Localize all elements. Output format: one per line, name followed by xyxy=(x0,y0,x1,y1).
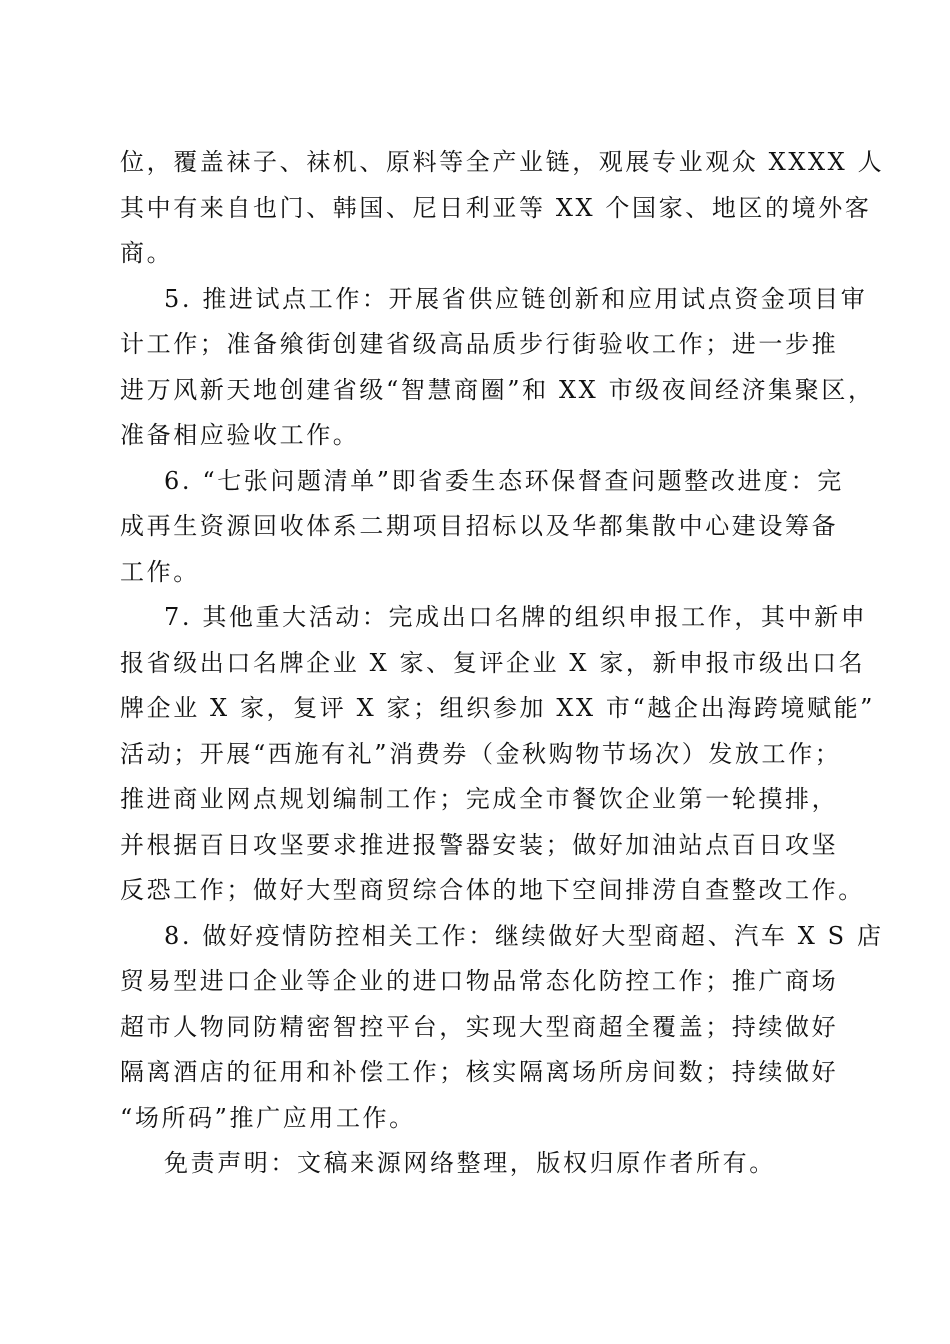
disclaimer xyxy=(120,1141,832,1187)
text-line: 8. 做好疫情防控相关工作：继续做好大型商超、汽车 X S 店 xyxy=(164,921,884,950)
text-line: 推进商业网点规划编制工作；完成全市餐饮企业第一轮摸排， xyxy=(120,785,839,813)
text-line: “场所码”推广应用工作。 xyxy=(120,1103,416,1132)
text-line: 商。 xyxy=(120,239,174,267)
text-line: 准备相应验收工作。 xyxy=(120,421,360,449)
paragraph-item-6 xyxy=(120,459,844,596)
paragraph-item-7 xyxy=(120,595,876,914)
text-line: 报省级出口名牌企业 X 家、复评企业 X 家，新申报市级出口名 xyxy=(120,648,866,677)
text-line: 进万风新天地创建省级“智慧商圈”和 XX 市级夜间经济集聚区， xyxy=(120,375,875,404)
text-line: 5. 推进试点工作：开展省供应链创新和应用试点资金项目审 xyxy=(164,284,868,313)
text-line: 并根据百日攻坚要求推进报警器安装；做好加油站点百日攻坚 xyxy=(120,830,839,859)
paragraph-item-8 xyxy=(120,914,884,1142)
paragraph-item-5 xyxy=(120,277,875,459)
text-line: 活动；开展“西施有礼”消费券（金秋购物节场次）发放工作； xyxy=(120,739,842,768)
text-line: 6. “七张问题清单”即省委生态环保督查问题整改进度：完 xyxy=(164,466,844,495)
text-line: 位，覆盖袜子、袜机、原料等全产业链，观展专业观众 XXXX 人 xyxy=(120,148,885,176)
text-line: 反恐工作；做好大型商贸综合体的地下空间排涝自查整改工作。 xyxy=(120,876,865,904)
text-line: 计工作；准备飨街创建省级高品质步行街验收工作；进一步推 xyxy=(120,330,839,358)
text-line: 7. 其他重大活动：完成出口名牌的组织申报工作，其中新申 xyxy=(164,603,868,631)
disclaimer-text: 免责声明：文稿来源网络整理，版权归原作者所有。 xyxy=(164,1149,776,1177)
paragraph-continuation xyxy=(120,140,885,277)
text-line: 牌企业 X 家，复评 X 家；组织参加 XX 市“越企出海跨境赋能” xyxy=(120,694,876,722)
text-line: 隔离酒店的征用和补偿工作；核实隔离场所房间数；持续做好 xyxy=(120,1058,839,1086)
document-body xyxy=(120,140,885,1187)
text-line: 超市人物同防精密智控平台，实现大型商超全覆盖；持续做好 xyxy=(120,1012,839,1041)
text-line: 其中有来自也门、韩国、尼日利亚等 XX 个国家、地区的境外客 xyxy=(120,193,872,222)
text-line: 成再生资源回收体系二期项目招标以及华都集散中心建设筹备 xyxy=(120,512,839,540)
text-line: 工作。 xyxy=(120,557,200,586)
text-line: 贸易型进口企业等企业的进口物品常态化防控工作；推广商场 xyxy=(120,967,839,995)
